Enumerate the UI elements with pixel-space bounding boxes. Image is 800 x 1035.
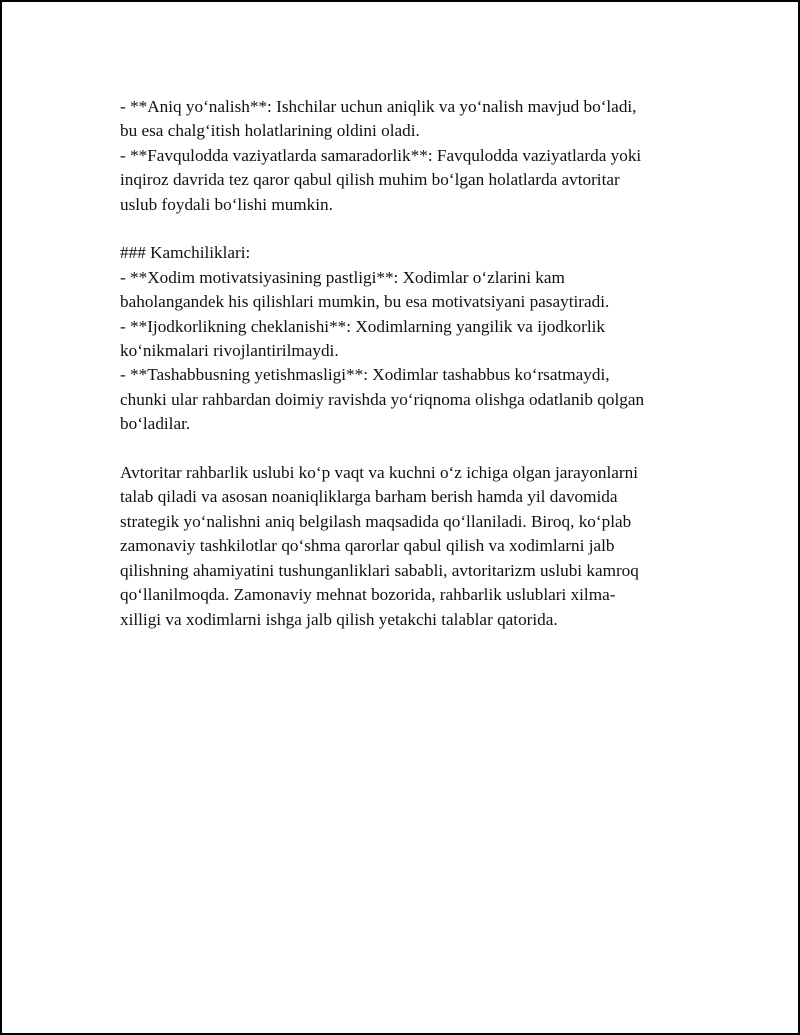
text-line: - **Favqulodda vaziyatlarda samaradorlik**: Favqulodda vaziyatlarda yoki	[120, 145, 642, 165]
text-line: talab qiladi va asosan noaniqliklarga barham berish hamda yil davomida	[120, 487, 618, 507]
text-line: - **Xodim motivatsiyasining pastligi**: Xodimlar o‘zlarini kam	[120, 267, 565, 287]
text-line: - **Ijodkorlikning cheklanishi**: Xodimlarning yangilik va ijodkorlik	[120, 316, 606, 336]
text-line: Avtoritar rahbarlik uslubi ko‘p vaqt va kuchni o‘z ichiga olgan jarayonlarni	[120, 463, 639, 483]
text-line: strategik yo‘nalishni aniq belgilash maqsadida qo‘llaniladi. Biroq, ko‘plab	[120, 511, 632, 531]
text-line: baholangandek his qilishlari mumkin, bu esa motivatsiyani pasaytiradi.	[120, 292, 610, 312]
section-heading: ### Kamchiliklari:	[120, 243, 251, 263]
text-line: zamonaviy tashkilotlar qo‘shma qarorlar qabul qilish va xodimlarni jalb	[120, 536, 615, 556]
document-body	[120, 95, 720, 632]
text-line: bo‘ladilar.	[120, 414, 191, 434]
paragraph-spacer	[120, 217, 720, 241]
text-line: bu esa chalg‘itish holatlarining oldini oladi.	[120, 121, 420, 141]
text-line: chunki ular rahbardan doimiy ravishda yo‘riqnoma olishga odatlanib qolgan	[120, 389, 645, 409]
text-line: qo‘llanilmoqda. Zamonaviy mehnat bozorida, rahbarlik uslublari xilma-	[120, 585, 616, 605]
text-line: uslub foydali bo‘lishi mumkin.	[120, 194, 333, 214]
text-line: ko‘nikmalari rivojlantirilmaydi.	[120, 341, 339, 361]
text-line: - **Tashabbusning yetishmasligi**: Xodimlar tashabbus ko‘rsatmaydi,	[120, 365, 610, 385]
text-line: xilligi va xodimlarni ishga jalb qilish yetakchi talablar qatorida.	[120, 609, 558, 629]
text-line: qilishning ahamiyatini tushunganliklari sababli, avtoritarizm uslubi kamroq	[120, 560, 639, 580]
text-line: - **Aniq yo‘nalish**: Ishchilar uchun aniqlik va yo‘nalish mavjud bo‘ladi,	[120, 97, 637, 116]
text-line: inqiroz davrida tez qaror qabul qilish muhim bo‘lgan holatlarda avtoritar	[120, 170, 620, 190]
paragraph-spacer	[120, 437, 720, 461]
